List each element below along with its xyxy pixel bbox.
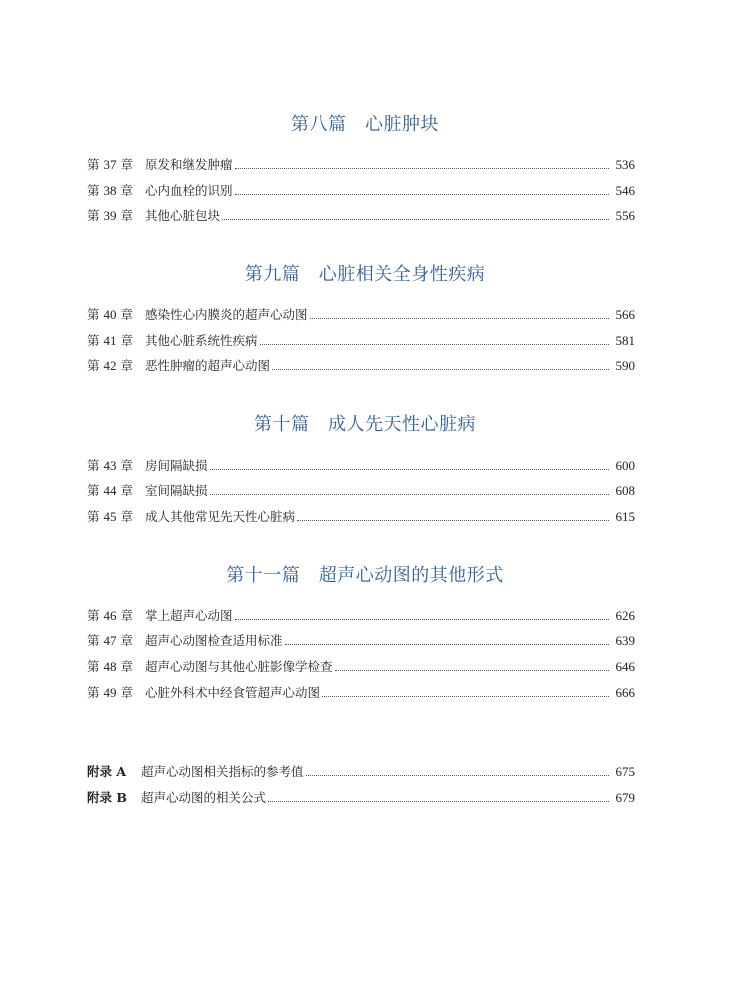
dot-leader: [235, 193, 609, 195]
dot-leader: [322, 695, 609, 697]
toc-entry[interactable]: [87, 332, 635, 350]
chapter-title: 掌上超声心动图: [145, 608, 233, 623]
appendix-title: 超声心动图的相关公式: [141, 790, 267, 805]
dot-leader: [310, 317, 609, 319]
page-number: 536: [615, 157, 635, 172]
chapter-title: 其他心脏包块: [145, 208, 221, 223]
page-number: 556: [615, 208, 635, 223]
appendix-label: 附录 B: [87, 790, 127, 805]
chapter-number: 第 41 章: [87, 333, 133, 348]
chapter-title: 成人其他常见先天性心脏病: [145, 509, 296, 524]
toc-entry[interactable]: [87, 357, 635, 375]
page-number: 666: [615, 685, 635, 700]
page-number: 626: [615, 608, 635, 623]
chapter-number: 第 39 章: [87, 208, 133, 223]
dot-leader: [210, 468, 609, 470]
toc-entry[interactable]: [87, 658, 635, 676]
dot-leader: [222, 218, 609, 220]
chapter-number: 第 47 章: [87, 633, 133, 648]
chapter-number: 第 48 章: [87, 659, 133, 674]
toc-entry[interactable]: [87, 207, 635, 225]
dot-leader: [268, 800, 609, 802]
toc-entry[interactable]: [87, 684, 635, 702]
chapter-number: 第 40 章: [87, 307, 133, 322]
chapter-number: 第 37 章: [87, 157, 133, 172]
toc-entry[interactable]: [87, 182, 635, 200]
dot-leader: [210, 493, 609, 495]
toc-entry[interactable]: [87, 607, 635, 625]
toc-entry[interactable]: [87, 457, 635, 475]
chapter-title: 恶性肿瘤的超声心动图: [145, 358, 271, 373]
toc-entry[interactable]: [87, 306, 635, 324]
page-number: 581: [615, 333, 635, 348]
part-title: 第八篇 心脏肿块: [291, 114, 439, 135]
dot-leader: [297, 519, 609, 521]
page-number: 615: [615, 509, 635, 524]
appendix-label: 附录 A: [87, 764, 127, 779]
chapter-title: 原发和继发肿瘤: [145, 157, 233, 172]
chapter-number: 第 38 章: [87, 183, 133, 198]
chapter-number: 第 44 章: [87, 483, 133, 498]
chapter-number: 第 42 章: [87, 358, 133, 373]
appendix-title: 超声心动图相关指标的参考值: [141, 764, 304, 779]
chapter-title: 房间隔缺损: [145, 458, 208, 473]
chapter-title: 其他心脏系统性疾病: [145, 333, 258, 348]
chapter-title: 心内血栓的识别: [145, 183, 233, 198]
dot-leader: [335, 669, 609, 671]
toc-appendix-entry[interactable]: [87, 789, 635, 807]
toc-entry[interactable]: [87, 508, 635, 526]
chapter-title: 超声心动图与其他心脏影像学检查: [145, 659, 333, 674]
page-number: 608: [615, 483, 635, 498]
part-title: 第九篇 心脏相关全身性疾病: [244, 264, 486, 285]
chapter-number: 第 43 章: [87, 458, 133, 473]
chapter-title: 心脏外科术中经食管超声心动图: [145, 685, 321, 700]
dot-leader: [272, 368, 609, 370]
page-number: 600: [615, 458, 635, 473]
dot-leader: [285, 643, 609, 645]
toc-entry[interactable]: [87, 632, 635, 650]
toc-entry[interactable]: [87, 482, 635, 500]
dot-leader: [235, 167, 609, 169]
dot-leader: [235, 618, 609, 620]
chapter-number: 第 49 章: [87, 685, 133, 700]
part-title: 第十篇 成人先天性心脏病: [254, 414, 476, 435]
page-number: 646: [615, 659, 635, 674]
dot-leader: [260, 343, 609, 345]
page-number: 546: [615, 183, 635, 198]
chapter-title: 超声心动图检查适用标准: [145, 633, 283, 648]
toc-entry[interactable]: [87, 156, 635, 174]
part-title: 第十一篇 超声心动图的其他形式: [226, 565, 504, 586]
chapter-number: 第 45 章: [87, 509, 133, 524]
page-number: 566: [615, 307, 635, 322]
page-number: 590: [615, 358, 635, 373]
page-number: 675: [615, 764, 635, 779]
chapter-number: 第 46 章: [87, 608, 133, 623]
chapter-title: 感染性心内膜炎的超声心动图: [145, 307, 308, 322]
page-number: 639: [615, 633, 635, 648]
toc-appendix-entry[interactable]: [87, 763, 635, 781]
chapter-title: 室间隔缺损: [145, 483, 208, 498]
page-number: 679: [615, 790, 635, 805]
dot-leader: [306, 774, 609, 776]
